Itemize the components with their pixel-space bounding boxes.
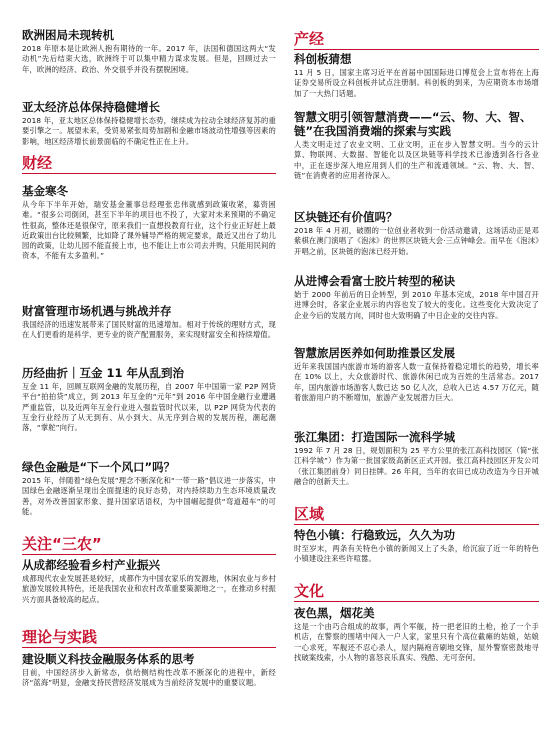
article-title[interactable]: 财富管理市场机遇与挑战并存: [22, 304, 172, 318]
article-asia-pacific[interactable]: [22, 100, 276, 147]
article-smart-consumption[interactable]: [294, 110, 539, 181]
article-title[interactable]: 张江集团：打造国际一流科学城: [294, 430, 455, 444]
article-title[interactable]: 特色小镇：行稳致远，久久为功: [294, 528, 455, 542]
article-title[interactable]: 亚太经济总体保持稳健增长: [22, 100, 160, 114]
article-title[interactable]: 区块链还有价值吗？: [294, 210, 398, 224]
article-summary: 目前，中国经济步入新常态，供给侧结构性改革不断深化的进程中，新经济“蓝海”明显，金融支持民营经济发展成为当前经济发展中的重要议题。: [22, 668, 276, 688]
article-summary: 互金 11 年，回顾互联网金融的发展历程，自 2007 年中国第一家 P2P 网贷平台“拍拍贷”成立，到 2013 年互金的“元年”到 2016 年中国金融行业遭遇严重监管，以及近两年互金行业进入强监管时代以来，以 P2P 网贷为代表的互金行业经历了从无到有、从小到大、从无序到合规的发展历程，潮起潮落，“掌舵”向行。: [22, 382, 276, 433]
article-summary: 2015 年，伴随着“绿色发展”理念不断深化和“一带一路”倡议进一步落实，中国绿色金融逐渐呈现出全面提速的良好态势，对内持续助力生态环境质量改善，对外改善国家形象、提升国家话语权，为中国崛起提供“弯道超车”的可能。: [22, 476, 276, 516]
section-title: 区域: [294, 505, 325, 523]
article-title[interactable]: 智慧文明引领智慧消费——“云、物、大、智、链”在我国消费端的探索与实践: [294, 110, 532, 138]
section-title: 关注“三农”: [22, 535, 102, 553]
article-summary: 我国经济的迅速发展带来了国民财富的迅速增加。相对于传统的理财方式，现在人们更看的是科学、更专业的资产配置服务，来实现财富安全和持续增值。: [22, 320, 276, 340]
article-summary: 始于 2000 年前后的日企转型，到 2010 年基本完成，2018 年中国召开进博会时，各家企业展示的内容也发了较大的变化。这些变化大致决定了企业今后的发展方向，同时也大致明确了中日企业的交往内容。: [294, 290, 539, 320]
article-blockchain[interactable]: [294, 210, 539, 257]
section-title: 理论与实践: [22, 628, 98, 646]
article-summary: 11 月 5 日，国家主席习近平在首届中国国际进口博览会上宣布将在上海证券交易所设立科创板并试点注册制。科创板的到来，为应期资本市场增加了一大热门话题。: [294, 68, 539, 98]
article-shunyi-tech-finance[interactable]: [22, 652, 276, 689]
article-fujifilm[interactable]: [294, 274, 539, 321]
article-internet-finance[interactable]: [22, 366, 276, 433]
article-title[interactable]: 历经曲折｜互金 11 年从乱到治: [22, 366, 185, 380]
article-summary: 2018 年，亚太地区总体保持稳健增长态势，继续成为拉动全球经济复苏的重要引擎之一。展望未来，受贸易紧张局势加剧和金融市场波动性增强等因素的影响，地区经济增长前景面临的不确定性正在上升。: [22, 116, 276, 146]
section-header-industry: [294, 30, 539, 50]
section-header-culture: [294, 582, 539, 602]
article-fund-winter[interactable]: [22, 184, 276, 262]
article-title[interactable]: 基金寒冬: [22, 184, 68, 198]
article-summary: 2018 年 4 月初，破圈的一位创业者收到一份活动邀请，这场活动正是邓紫棋在澳门演唱了《泡沫》的世界区块链大会·三点钟峰会。而早在《泡沫》开唱之前，区块链的泡沫已经开始。: [294, 226, 539, 256]
section-title: 文化: [294, 582, 325, 600]
section-title: 财经: [22, 154, 53, 172]
article-summary: 近年来我国国内旅游市场的游客人数一直保持着稳定增长的趋势，增长率在 10% 以上，大众旅游时代、旅游休闲已成为百姓的生活常态。2017 年，国内旅游市场游客人数已达 50 亿人次，总收入已达 4.57 万亿元，随着旅游用户的不断增加，旅游产业发展潜力巨大。: [294, 362, 539, 402]
article-title[interactable]: 从成都经验看乡村产业振兴: [22, 558, 160, 572]
article-title[interactable]: 从进博会看富士胶片转型的秘诀: [294, 274, 455, 288]
article-wealth-management[interactable]: [22, 304, 276, 341]
section-title: 产经: [294, 30, 325, 48]
article-europe[interactable]: [22, 28, 276, 75]
article-summary: 1992 年 7 月 28 日，规划面积为 25 平方公里的张江高科技园区（简“张江科学城”）作为第一批国家级高新区正式开园。张江高科技园区开发公司（张江集团前身）同日挂牌。26 年间，当年的农田已成功改造为今日开城融合的创新天土。: [294, 446, 539, 486]
section-header-agriculture: [22, 535, 276, 555]
article-title[interactable]: 绿色金融是“下一个风口”吗？: [22, 460, 176, 474]
article-summary: 2018 年原本是让欧洲人抱有期待的一年。2017 年，法国和德国这两大“发动机”先后结束大选，欧洲终于可以集中精力谋求发展。但是，回顾过去一年，欧洲的经济、政治、外交很乎并没有摆脱困境。: [22, 44, 276, 74]
article-title[interactable]: 科创板猜想: [294, 52, 352, 66]
article-title[interactable]: 建设顺义科技金融服务体系的思考: [22, 652, 195, 666]
article-star-market[interactable]: [294, 52, 539, 99]
section-header-finance: [22, 154, 276, 174]
article-summary: 从今年下半年开始，瑞安基金董事总经理张忠伟就感到政策收紧，募资困难。“很多公司倒闭，甚至下半年的项目也不投了，大家对未来预期的不确定性很高，整体还是很保守，原来我们一直想投教育行业，这个行业正好赶上最近政策出台比较频繁，比如降了课外辅导严格的规定要求，最近又出台了幼儿园的政策，让幼儿园不能直接上市，也不能让上市公司去并购，只能用民间的资本，不能有太多盈利。”: [22, 200, 276, 261]
article-summary: 时至岁末，两条有关特色小镇的新闻又上了头条，给沉寂了近一年的特色小镇建设注来些许喧嚣。: [294, 544, 539, 564]
article-title[interactable]: 智慧旅居医养如何助推景区发展: [294, 346, 455, 360]
article-fireworks[interactable]: [294, 606, 539, 663]
section-header-region: [294, 505, 539, 525]
article-summary: 成都现代农业发展甚是较好，成都作为中国农家乐的发源地，休闲农业与乡村旅游发展较具特色，还是我国农业和农村改革重要策源地之一，在推动乡村振兴方面具备较高的起点。: [22, 574, 276, 604]
article-green-finance[interactable]: [22, 460, 276, 517]
article-zhangjiang[interactable]: [294, 430, 539, 487]
article-characteristic-towns[interactable]: [294, 528, 539, 565]
article-summary: 这是一个由巧合组成的故事，两个军舰，持一把老旧的土枪，抢了一个手机店，在警察的围堵中闯入一户人家，家里只有个高位截瘫的姑娘，姑娘一心求死，军舰还不忍心杀人，屋内隔袍音刷地交锋，屋外警察密鼓地寻找破案线索，小人物的喜怒哀乐真实、残酷、无可奈何。: [294, 622, 539, 662]
article-title[interactable]: 夜色黑，烟花美: [294, 606, 375, 620]
article-smart-tourism[interactable]: [294, 346, 539, 403]
article-chengdu-rural[interactable]: [22, 558, 276, 605]
section-header-theory: [22, 628, 276, 648]
article-summary: 人类文明走过了农业文明、工业文明，正在步入智慧文明。当今的云计算、物联网、大数据、智能化以及区块链等科学技术已渗透到各行各业中，正在逐步深入地应用到人们的生产和流通领域。“云、物、大、智、链”在消费者的应用者待深入。: [294, 140, 539, 180]
article-title[interactable]: 欧洲困局未现转机: [22, 28, 114, 42]
